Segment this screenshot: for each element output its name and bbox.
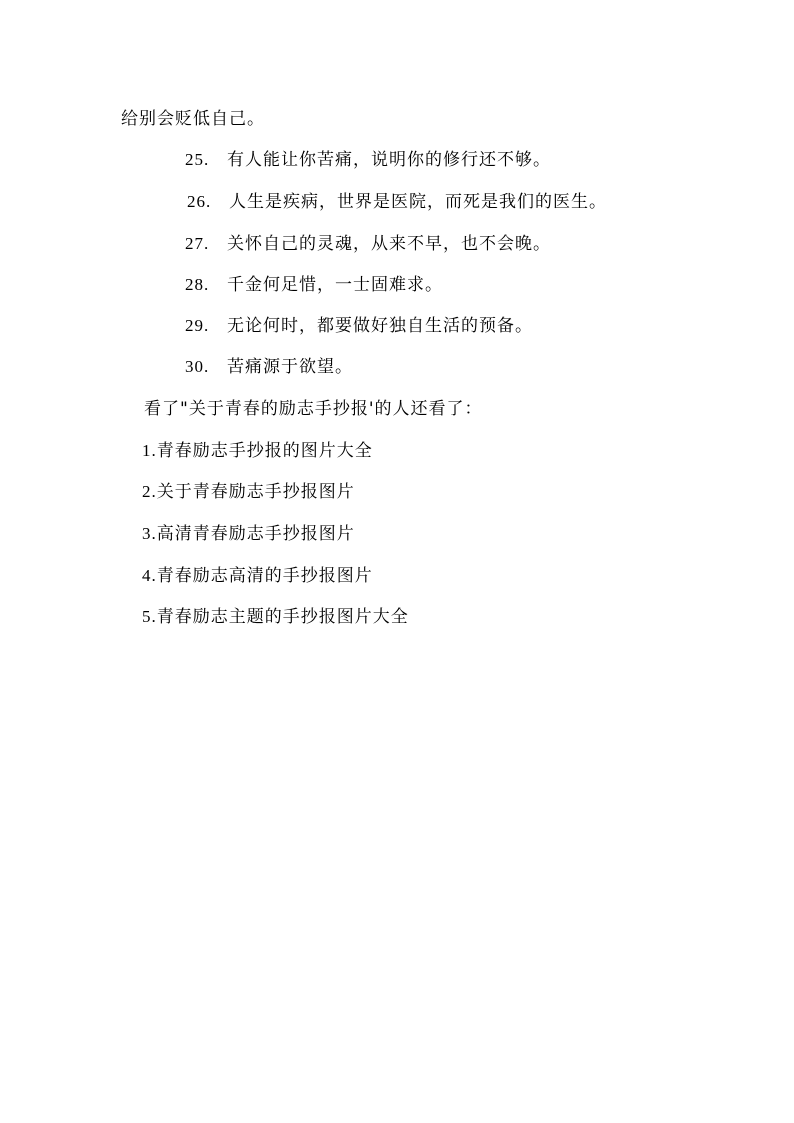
quote-item [185,149,551,171]
quote-text: 无论何时，都要做好独自生活的预备。 [227,316,533,336]
quote-number: 26. [187,192,212,211]
related-link-text[interactable]: 青春励志高清的手抄报图片 [156,566,373,586]
related-heading: 看了"关于青春的励志手抄报'的人还看了： [144,399,483,419]
quote-number: 28. [185,275,210,294]
continuation-text: 给别会贬低自己。 [121,109,265,129]
related-link-number: 2. [142,482,157,501]
related-link-number: 1. [142,441,157,460]
quote-number: 29. [185,316,210,335]
quote-text: 有人能让你苦痛，说明你的修行还不够。 [227,150,551,170]
related-link[interactable] [142,565,373,587]
related-link[interactable] [142,523,355,545]
related-link-text[interactable]: 关于青春励志手抄报图片 [156,482,355,502]
quote-item [185,315,533,337]
quote-item [185,356,353,378]
quote-item [185,233,551,255]
quote-text: 关怀自己的灵魂，从来不早，也不会晚。 [227,234,551,254]
related-link-number: 3. [142,524,157,543]
quote-number: 30. [185,357,210,376]
related-link-text[interactable]: 青春励志主题的手抄报图片大全 [156,607,409,627]
related-link[interactable] [142,606,409,628]
related-link[interactable] [142,440,373,462]
quote-text: 千金何足惜，一士固难求。 [227,275,443,295]
related-link-text[interactable]: 青春励志手抄报的图片大全 [156,441,373,461]
quote-text: 人生是疾病，世界是医院，而死是我们的医生。 [229,192,607,212]
quote-item [187,191,607,213]
quote-item [185,274,443,296]
related-link-number: 4. [142,566,157,585]
quote-number: 25. [185,150,210,169]
related-link[interactable] [142,481,355,503]
quote-text: 苦痛源于欲望。 [227,357,353,377]
related-link-number: 5. [142,607,157,626]
quote-number: 27. [185,234,210,253]
related-link-text[interactable]: 高清青春励志手抄报图片 [156,524,355,544]
